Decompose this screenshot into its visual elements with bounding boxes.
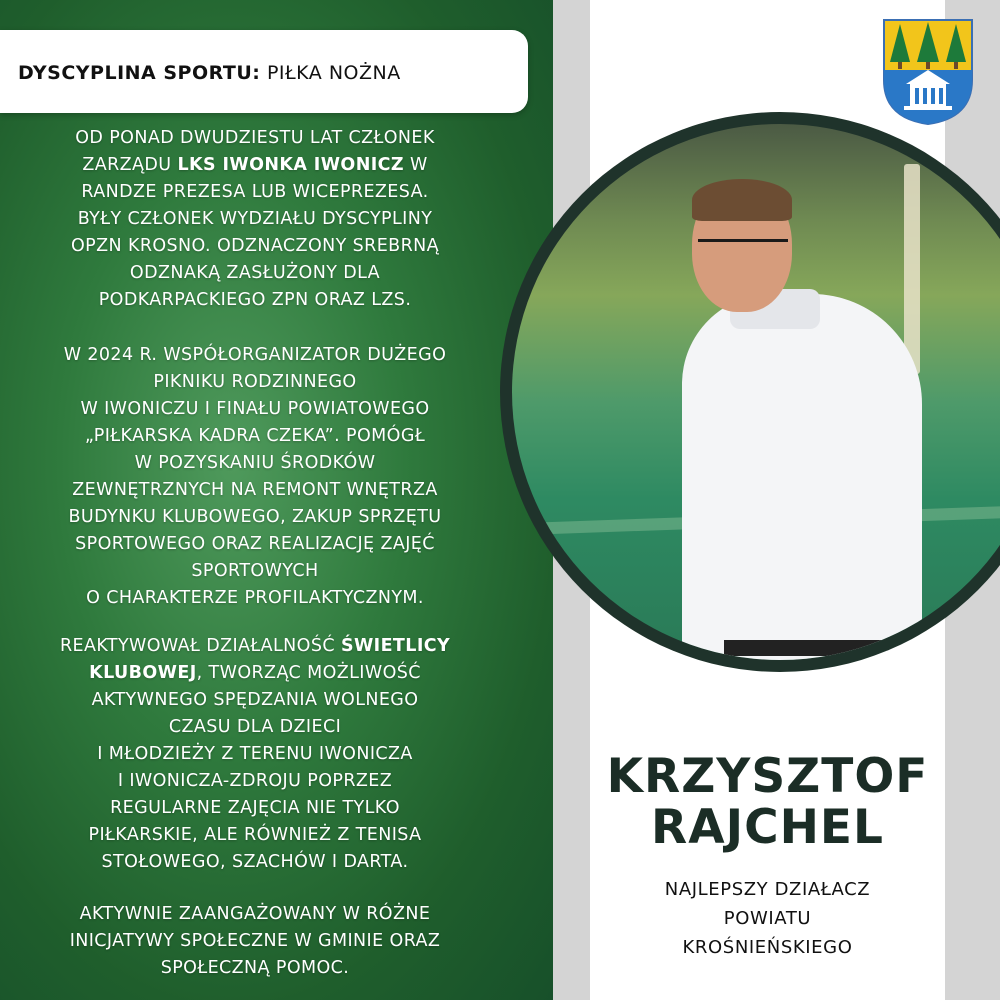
bio-line	[10, 849, 500, 876]
person-glasses	[698, 239, 788, 264]
bio-text: INICJATYWY SPOŁECZNE W GMINIE ORAZ	[69, 931, 441, 951]
bio-line	[10, 660, 500, 687]
bio-line	[10, 504, 500, 531]
bio-line	[10, 342, 500, 369]
coat-of-arms-icon	[882, 18, 974, 126]
bio-line	[10, 260, 500, 287]
bio-text: O CHARAKTERZE PROFILAKTYCZNYM.	[86, 588, 424, 608]
bio-line	[10, 901, 500, 928]
bio-text: ZEWNĘTRZNYCH NA REMONT WNĘTRZA	[72, 480, 438, 500]
bio-line	[10, 287, 500, 314]
bio-line	[10, 233, 500, 260]
bio-line	[10, 928, 500, 955]
bio-text: REAKTYWOWAŁ DZIAŁALNOŚĆ	[59, 636, 341, 656]
bio-line	[10, 531, 500, 558]
bio-line	[10, 125, 500, 152]
bio-text: W	[404, 155, 428, 175]
bio-text: PODKARPACKIEGO ZPN ORAZ LZS.	[98, 290, 412, 310]
bio-text: BYŁY CZŁONEK WYDZIAŁU DYSCYPLINY	[77, 209, 433, 229]
person-shirt	[682, 294, 922, 660]
discipline-card	[0, 30, 528, 113]
bio-text: REGULARNE ZAJĘCIA NIE TYLKO	[110, 798, 400, 818]
bio-text: ZARZĄDU	[82, 155, 178, 175]
bio-highlight: LKS IWONKA IWONICZ	[177, 155, 404, 175]
bio-line	[10, 955, 500, 982]
bio-line	[10, 633, 500, 660]
bio-line	[10, 795, 500, 822]
bio-text: AKTYWNIE ZAANGAŻOWANY W RÓŻNE	[79, 904, 431, 924]
bio-line	[10, 206, 500, 233]
bio-text: BUDYNKU KLUBOWEGO, ZAKUP SPRZĘTU	[68, 507, 442, 527]
bio-line	[10, 822, 500, 849]
bio-paragraph-1	[10, 125, 500, 314]
bio-paragraph-2	[10, 342, 500, 612]
bio-line	[10, 423, 500, 450]
person-hair	[692, 179, 792, 221]
bio-text: STOŁOWEGO, SZACHÓW I DARTA.	[101, 852, 409, 872]
bio-text: W IWONICZU I FINAŁU POWIATOWEGO	[80, 399, 430, 419]
bio-text: SPOŁECZNĄ POMOC.	[160, 958, 350, 978]
person-belt	[724, 640, 914, 656]
portrait-photo	[512, 124, 1000, 660]
bio-line	[10, 714, 500, 741]
bio-text: W POZYSKANIU ŚRODKÓW	[134, 453, 376, 473]
bio-text: I MŁODZIEŻY Z TERENU IWONICZA	[97, 744, 413, 764]
bio-line	[10, 179, 500, 206]
bio-text: CZASU DLA DZIECI	[168, 717, 342, 737]
bio-line	[10, 687, 500, 714]
bio-paragraph-3	[10, 633, 500, 876]
name-card	[590, 697, 945, 1000]
award-title-line: POWIATU	[723, 908, 812, 929]
bio-text: PIŁKARSKIE, ALE RÓWNIEŻ Z TENISA	[88, 825, 422, 845]
bio-line	[10, 741, 500, 768]
bio-line	[10, 450, 500, 477]
bio-line	[10, 477, 500, 504]
bio-text: , TWORZĄC MOŻLIWOŚĆ	[196, 663, 421, 683]
bio-text: W 2024 R. WSPÓŁORGANIZATOR DUŻEGO	[63, 345, 447, 365]
discipline-value: PIŁKA NOŻNA	[266, 62, 401, 84]
first-name: KRZYSZTOF	[606, 749, 929, 804]
bio-paragraph-4	[10, 901, 500, 982]
bio-text: I IWONICZA-ZDROJU POPRZEZ	[117, 771, 393, 791]
bio-text: OPZN KROSNO. ODZNACZONY SREBRNĄ	[70, 236, 440, 256]
bio-text: „PIŁKARSKA KADRA CZEKA”. POMÓGŁ	[84, 426, 426, 446]
bio-text: ODZNAKĄ ZASŁUŻONY DLA	[129, 263, 381, 283]
bio-line	[10, 369, 500, 396]
bio-line	[10, 585, 500, 612]
bio-text: SPORTOWYCH	[191, 561, 319, 581]
last-name: RAJCHEL	[651, 800, 884, 855]
bio-line	[10, 152, 500, 179]
bio-line	[10, 768, 500, 795]
bio-text: SPORTOWEGO ORAZ REALIZACJĘ ZAJĘĆ	[75, 534, 435, 554]
bio-line	[10, 558, 500, 585]
bio-highlight: KLUBOWEJ	[89, 663, 197, 683]
bio-text: OD PONAD DWUDZIESTU LAT CZŁONEK	[75, 128, 435, 148]
bio-text: PIKNIKU RODZINNEGO	[153, 372, 357, 392]
bio-text: AKTYWNEGO SPĘDZANIA WOLNEGO	[91, 690, 419, 710]
bio-highlight: ŚWIETLICY	[340, 636, 451, 656]
bio-line	[10, 396, 500, 423]
discipline-line	[18, 62, 401, 84]
discipline-label: DYSCYPLINA SPORTU:	[18, 62, 261, 84]
goal-post	[904, 164, 920, 374]
award-title-line: NAJLEPSZY DZIAŁACZ	[664, 879, 871, 900]
award-title	[590, 875, 945, 962]
bio-text: RANDZE PREZESA LUB WICEPREZESA.	[81, 182, 429, 202]
award-title-line: KROŚNIEŃSKIEGO	[682, 937, 853, 958]
